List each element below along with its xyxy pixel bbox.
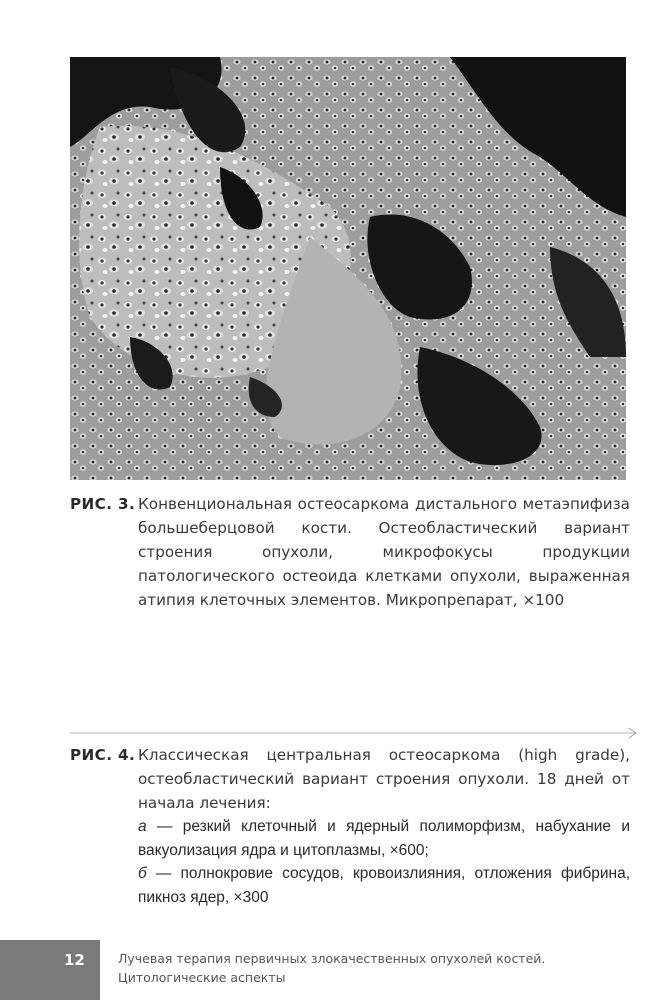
figure-4-caption [70,743,630,815]
page-number: 12 [64,951,85,969]
figure-3-caption-text: Конвенциональная остеосаркома дистального метаэпифиза большеберцовой кости. Остеобластический вариант строения опухоли, микрофокусы продукции патологического остеоида клетками опухоли, выраженная атипия клеточных элементов. Микропрепарат, ×100 [138,495,630,609]
figure-4-label: РИС. 4. [70,746,136,764]
subcaption-a-text: — резкий клеточный и ядерный полиморфизм, набухание и вакуолизация ядра и цитоплазмы, ×600; [138,818,630,859]
figure-4-subcaptions [138,815,630,909]
figure-4-caption-text: Классическая центральная остеосаркома (high grade), остеобластический вариант строения опухоли. 18 дней от начала лечения: [138,746,630,812]
separator-arrow [70,727,638,739]
figure-3-label: РИС. 3. [70,495,136,513]
subcaption-b [138,862,630,909]
micrograph-image [70,57,626,480]
page-number-box [0,940,100,1000]
running-title [118,949,638,987]
running-title-line-1: Лучевая терапия первичных злокачественных опухолей костей. [118,951,546,966]
subcaption-b-letter: б [138,865,147,882]
subcaption-a-letter: а [138,818,147,835]
subcaption-a [138,815,630,862]
running-title-line-2: Цитологические аспекты [118,970,286,985]
subcaption-b-text: — полнокровие сосудов, кровоизлияния, отложения фибрина, пикноз ядер, ×300 [138,865,630,906]
figure-3-caption [70,492,630,612]
